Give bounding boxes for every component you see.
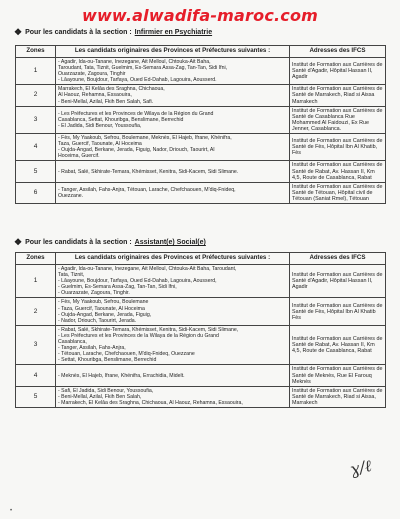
province-line: - Beni-Mellal, Azilal, Fkih Ben Salah,: [58, 393, 142, 400]
province-line: - El Jadida, Sidi Benour, Youssoufia,: [58, 122, 142, 129]
ifcs-address: Institut de Formation aux Carrières de Santé de Marrakech, Riad si Aissa Marrakech: [290, 85, 386, 106]
province-line: - Rabat, Salé, Skhirate-Temara, Khémisset, Kenitra, Sidi-Kacem, Sidi Slimane.: [58, 168, 239, 175]
ifcs-address: Institut de Formation aux Carrières de Santé de Fès, Hôpital Ibn Al Khatib, Fès: [290, 134, 386, 161]
header-candidats: Les candidats originaires des Provinces et Préfectures suivantes :: [56, 46, 290, 58]
province-line: - Agadir, Ida-ou-Tanane, Inezegane, Ait Melloul, Chtouka-Ait Baha,: [58, 59, 211, 65]
province-line: Marrakech, El Kelâa des Sraghna, Chichaoua,: [58, 86, 165, 93]
zones-table-psychiatrie: [15, 45, 386, 204]
province-line: - Lâayoune, Boujdour, Tarfaya, Oued Ed-Dahab, Lagouira, Aousserd.: [58, 77, 217, 84]
province-line: - Fès, My Yaakoub, Sefrou, Boulemane, Meknès, El Hajeb, Ifrane, Khénifra,: [58, 135, 232, 142]
provinces-cell: [56, 365, 290, 386]
province-line: Hoceima, Guercif.: [58, 153, 100, 160]
zone-number: 5: [16, 161, 56, 182]
province-line: - Fès, My Yaakoub, Sefrou, Boulemane: [58, 299, 149, 306]
table-row: [16, 106, 386, 133]
province-line: - Oujda-Angad, Berkane, Jerada, Figuig,: [58, 311, 152, 318]
header-zones: Zones: [16, 46, 56, 58]
province-line: - Marrakech, El Kelâa des Sraghna, Chichaoua, Al Haouz, Rehamna, Essaouira,: [58, 399, 243, 406]
zone-number: 1: [16, 265, 56, 298]
provinces-cell: [56, 386, 290, 407]
table-row: [16, 85, 386, 106]
province-line: - Nador, Driouch, Taourirt, Jerada.: [58, 317, 137, 324]
province-line: - Rabat, Salé, Skhirate-Temara, Khémisset, Kenitra, Sidi-Kacem, Sidi Slimane,: [58, 326, 239, 333]
ifcs-address: Institut de Formation aux Carrières de Santé d'Agadir, Hôpital Hassan II, Agadir: [290, 265, 386, 298]
province-line: - Lâayoune, Boujdour, Tarfaya, Oued Ed-Dahab, Lagouira, Aousserd,: [58, 278, 217, 285]
table-row: [16, 134, 386, 161]
province-line: - Tanger, Assilah, Fahs-Anjra, Tétouan, Larache, Chefchaouen, M'diq-Fnideq,: [58, 186, 236, 193]
ifcs-address: Institut de Formation aux Carrières de Santé d'Agadir, Hôpital Hassan II, Agadir: [290, 58, 386, 85]
zone-number: 6: [16, 182, 56, 203]
provinces-cell: [56, 182, 290, 203]
province-line: - Les Préfectures et les Provinces de la Wilaya de la Région du Grand: [58, 332, 219, 339]
ifcs-address: Institut de Formation aux Carrières de Santé de Rabat, Av. Hassan II, Km 4,5, Route de Casablanca, Rabat: [290, 161, 386, 182]
section-name: Infirmier en Psychiatrie: [134, 29, 213, 36]
watermark-url: www.alwadifa-maroc.com: [81, 6, 319, 25]
table-header-row: [16, 46, 386, 58]
zone-number: 2: [16, 85, 56, 106]
province-line: - Tanger, Assilah, Fahs-Anjra,: [58, 345, 126, 352]
ifcs-address: Institut de Formation aux Carrières de Santé de Fès, Hôpital Ibn Al Khatib Fès: [290, 298, 386, 325]
provinces-cell: [56, 134, 290, 161]
province-line: Ouarzazate, Zagoura, Tinghir: [58, 71, 126, 78]
province-line: - Beni-Mellal, Azilal, Fkih Ben Salah, Safi.: [58, 98, 154, 105]
diamond-bullet-icon: ❖: [14, 27, 23, 37]
province-line: Ouezzane.: [58, 192, 84, 199]
province-line: - Taza, Guercif, Taounate, Al Hoceima: [58, 305, 145, 312]
province-line: - Tétouan, Larache, Chefchaouen, M'diq-Fnideq, Ouezzane: [58, 351, 195, 358]
province-line: - Safi, El Jadida, Sidi Benour, Youssoufia,: [58, 387, 154, 394]
table-row: [16, 386, 386, 407]
zone-number: 3: [16, 106, 56, 133]
table-row: [16, 365, 386, 386]
provinces-cell: [56, 325, 290, 365]
zone-number: 2: [16, 298, 56, 325]
ifcs-address: Institut de Formation aux Carrières de Santé de Casablanca Rue Mohammed Al Faidouzi, Ex Rue Jenner, Casablanca.: [290, 106, 386, 133]
header-candidats: Les candidats originaires des Provinces et Préfectures suivantes :: [56, 253, 290, 265]
table-body: [16, 265, 386, 408]
header-ifcs: Adresses des IFCS: [290, 46, 386, 58]
table-row: [16, 265, 386, 298]
province-line: Taza, Guercif, Taounate, Al Hoceima: [58, 141, 142, 148]
zone-number: 3: [16, 325, 56, 365]
province-line: - Guelmim, Es-Semara Assa-Zag, Tan-Tan, Sidi Ifni,: [58, 284, 177, 291]
zone-number: 1: [16, 58, 56, 85]
table-row: [16, 298, 386, 325]
ifcs-address: Institut de Formation aux Carrières de Santé de Meknès, Rue El Farouq Meknès: [290, 365, 386, 386]
province-line: Casablanca,: [58, 339, 87, 346]
handwritten-signature-icon: ɣ/ℓ: [348, 455, 374, 480]
province-line: Tata, Tiznit,: [58, 272, 85, 279]
zones-table-assistant-social: [15, 252, 386, 408]
table-row: [16, 182, 386, 203]
zone-number: 5: [16, 386, 56, 407]
province-line: - Meknès, El Hajeb, Ifrane, Khénifra, Errachidia, Midelt.: [58, 372, 185, 379]
ifcs-address: Institut de Formation aux Carrières de Santé de Marrakech, Riad si Aissa, Marrakech: [290, 386, 386, 407]
page-footer-mark: •: [10, 508, 13, 514]
ifcs-address: Institut de Formation aux Carrières de Santé de Tétouan, Hôpital civil de Tétouan (Saniat Rmel), Tétouan: [290, 182, 386, 203]
provinces-cell: [56, 85, 290, 106]
table-row: [16, 325, 386, 365]
header-zones: Zones: [16, 253, 56, 265]
table-body: [16, 58, 386, 204]
province-line: - Settat, Khouribga, Benslimane, Berrechid: [58, 357, 157, 364]
province-line: - Agadir, Ida-ou-Tanane, Inezegane, Ait Melloul, Chtouka-Ait Baha, Taroudant,: [58, 266, 237, 272]
provinces-cell: [56, 298, 290, 325]
province-line: - Ouarzazate, Zagoura, Tinghir.: [58, 290, 130, 297]
table-header-row: [16, 253, 386, 265]
section-heading-psychiatrie: [14, 28, 212, 37]
provinces-cell: [56, 58, 290, 85]
province-line: Casablanca, Settat, Khouribga, Benslimane, Berrechid: [58, 116, 184, 123]
table-row: [16, 58, 386, 85]
zone-number: 4: [16, 365, 56, 386]
province-line: Taroudant, Tata, Tiznit, Guelmim, Es-Semara Assa-Zag, Tan-Tan, Sidi Ifni,: [58, 65, 228, 72]
header-ifcs: Adresses des IFCS: [290, 253, 386, 265]
provinces-cell: [56, 161, 290, 182]
province-line: Al Haouz, Rehamna, Essaouira,: [58, 92, 132, 99]
ifcs-address: Institut de Formation aux Carrières de Santé de Rabat, Av. Hassan II, Km 4,5, Route de Casablanca, Rabat: [290, 325, 386, 365]
province-line: - Les Préfectures et les Provinces de Wilaya de la Région du Grand: [58, 110, 214, 117]
section-name: Assistant(e) Social(e): [134, 239, 206, 246]
zone-number: 4: [16, 134, 56, 161]
provinces-cell: [56, 106, 290, 133]
provinces-cell: [56, 265, 290, 298]
table-row: [16, 161, 386, 182]
section-heading-assistant-social: [14, 238, 206, 247]
section-prefix: Pour les candidats à la section :: [25, 239, 132, 246]
diamond-bullet-icon: ❖: [14, 237, 23, 247]
province-line: - Oujda-Angad, Berkane, Jerada, Figuig, Nador, Driouch, Taourirt, Al: [58, 147, 215, 154]
section-prefix: Pour les candidats à la section :: [25, 29, 132, 36]
